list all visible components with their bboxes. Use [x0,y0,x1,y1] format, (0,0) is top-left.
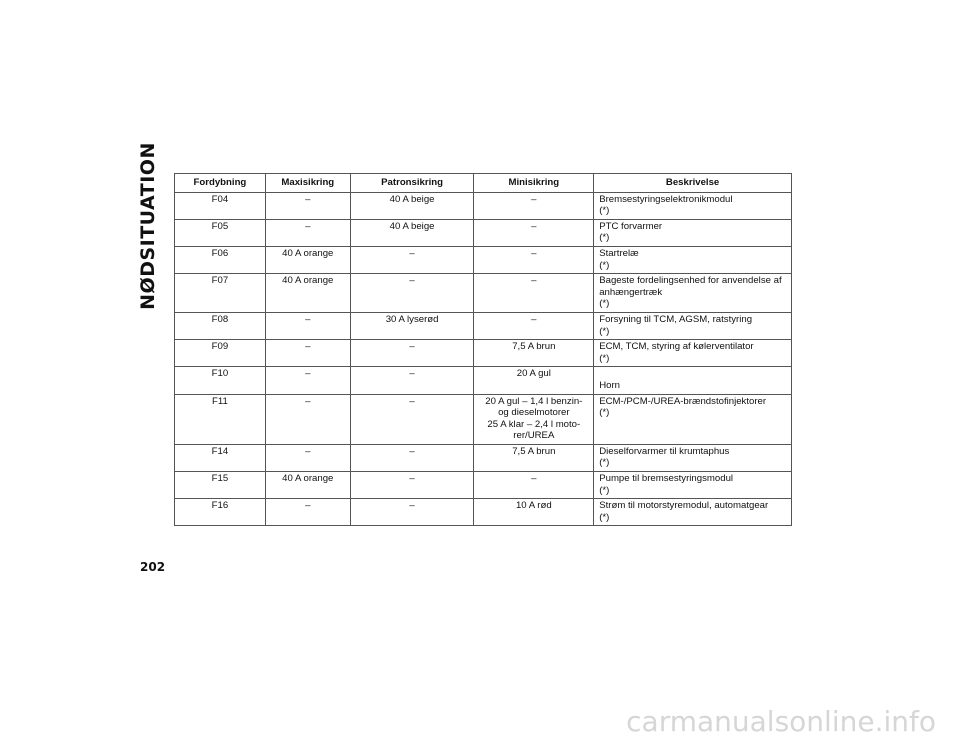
table-row [175,472,792,499]
cell-mini: – [474,246,594,273]
cell-maxi: – [265,219,350,246]
table-header-row [175,174,792,193]
cell-patron: – [350,394,474,444]
header-fordybning: Fordybning [175,174,266,193]
cell-description [594,274,792,313]
cell-maxi: – [265,192,350,219]
cell-maxi: – [265,444,350,471]
description-note: Horn [599,379,620,391]
cell-maxi: 40 A orange [265,472,350,499]
table-row [175,499,792,526]
cell-description [594,499,792,526]
description-note: (*) [599,457,610,469]
cell-position: F07 [175,274,266,313]
cell-mini: – [474,472,594,499]
cell-position: F08 [175,312,266,339]
cell-patron: – [350,444,474,471]
table-row [175,444,792,471]
description-line: Forsyning til TCM, AGSM, ratstyring [599,313,753,325]
cell-maxi: – [265,367,350,394]
cell-description [594,394,792,444]
header-patronsikring: Patronsikring [350,174,474,193]
header-maxisikring: Maxisikring [265,174,350,193]
cell-mini: 7,5 A brun [474,444,594,471]
cell-position: F10 [175,367,266,394]
cell-mini [474,394,594,444]
cell-position: F14 [175,444,266,471]
section-title [128,142,168,310]
table-row [175,394,792,444]
cell-mini: – [474,312,594,339]
mini-line: og dieselmotorer [498,407,570,419]
cell-position: F09 [175,340,266,367]
description-note: (*) [599,298,610,310]
cell-maxi: – [265,499,350,526]
cell-patron: – [350,340,474,367]
description-note: (*) [599,352,610,364]
cell-mini: 10 A rød [474,499,594,526]
cell-mini: 7,5 A brun [474,340,594,367]
cell-mini: – [474,274,594,313]
table-row [175,340,792,367]
description-line: Dieselforvarmer til krumtaphus [599,445,730,457]
mini-line: 20 A gul – 1,4 l benzin- [485,395,583,407]
description-note: (*) [599,484,610,496]
cell-patron: 40 A beige [350,192,474,219]
table-row [175,219,792,246]
cell-maxi: – [265,394,350,444]
cell-maxi: – [265,340,350,367]
cell-description [594,340,792,367]
mini-line: rer/UREA [513,430,555,442]
description-line: PTC forvarmer [599,220,663,232]
mini-line: 25 A klar – 2,4 l moto- [487,418,581,430]
table-row [175,192,792,219]
cell-description [594,472,792,499]
header-beskrivelse: Beskrivelse [594,174,792,193]
description-line: Bremsestyringselektronikmodul [599,193,733,205]
cell-patron: 30 A lyserød [350,312,474,339]
cell-patron: – [350,246,474,273]
cell-description [594,312,792,339]
watermark: carmanualsonline.info [626,705,936,738]
cell-position: F11 [175,394,266,444]
cell-description [594,192,792,219]
cell-patron: – [350,367,474,394]
description-line: Pumpe til bremsestyringsmodul [599,473,734,485]
table-row [175,246,792,273]
cell-description [594,219,792,246]
cell-maxi: – [265,312,350,339]
table-row [175,274,792,313]
cell-position: F05 [175,219,266,246]
description-line: Bageste fordelingsenhed for anvendelse af anhængertræk [599,275,782,298]
cell-position: F15 [175,472,266,499]
table-row [175,312,792,339]
cell-patron: – [350,472,474,499]
fuse-table [174,173,792,526]
description-line: Strøm til motorstyremodul, automatgear [599,500,769,512]
description-line [599,368,788,380]
table-row [175,367,792,394]
page-number: 202 [140,560,166,574]
cell-maxi: 40 A orange [265,274,350,313]
description-line: Startrelæ [599,247,639,259]
cell-position: F16 [175,499,266,526]
cell-position: F04 [175,192,266,219]
cell-mini: – [474,192,594,219]
description-note: (*) [599,407,610,419]
cell-mini: – [474,219,594,246]
header-minisikring: Minisikring [474,174,594,193]
cell-patron: – [350,274,474,313]
description-note: (*) [599,259,610,271]
description-line: ECM, TCM, styring af kølerventilator [599,341,754,353]
section-title-text: NØDSITUATION [137,142,160,310]
cell-patron: – [350,499,474,526]
cell-patron: 40 A beige [350,219,474,246]
cell-description [594,367,792,394]
cell-description [594,444,792,471]
description-note: (*) [599,325,610,337]
cell-maxi: 40 A orange [265,246,350,273]
cell-description [594,246,792,273]
cell-position: F06 [175,246,266,273]
description-note: (*) [599,232,610,244]
description-note: (*) [599,511,610,523]
cell-mini: 20 A gul [474,367,594,394]
description-note: (*) [599,205,610,217]
description-line: ECM-/PCM-/UREA-brændstofinjektorer [599,395,767,407]
